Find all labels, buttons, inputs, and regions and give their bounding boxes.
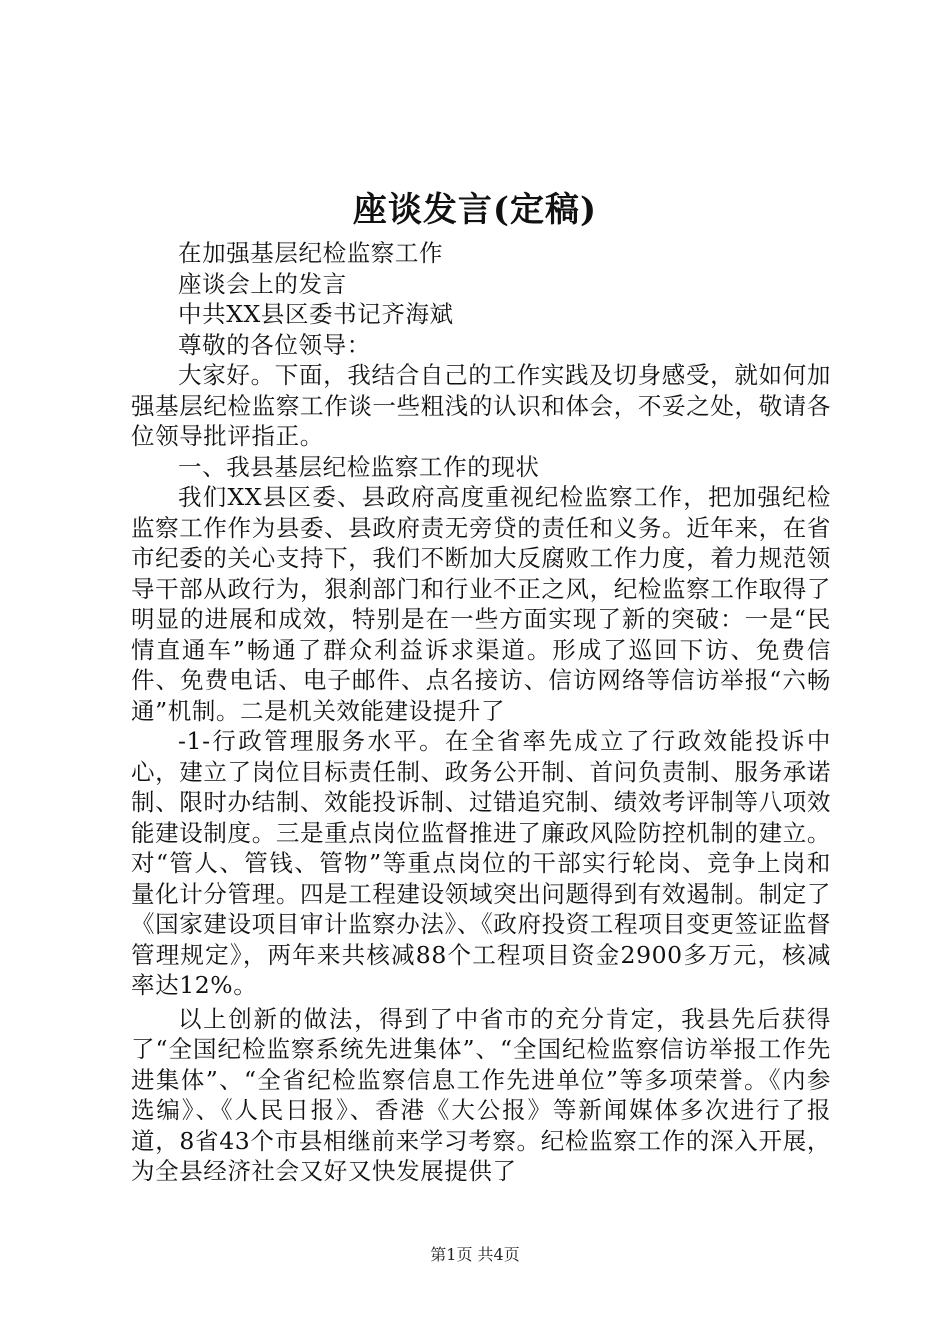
document-title: 座谈发言(定稿) [352, 190, 598, 230]
paragraph-status: 我们XX县区委、县政府高度重视纪检监察工作，把加强纪检监察工作作为县委、县政府责无旁贷的责任和义务。近年来，在省市纪委的关心支持下，我们不断加大反腐败工作力度，着力规范领导干部从政行为，狠刹部门和行业不正之风，纪检监察工作取得了明显的进展和成效，特别是在一些方面实现了新的突破：一是“民情直通车”畅通了群众利益诉求渠道。形成了巡回下访、免费信件、免费电话、电子邮件、点名接访、信访网络等信访举报“六畅通”机制。二是机关效能建设提升了 [131, 483, 831, 725]
document-body [131, 238, 831, 1187]
paragraph-honors: 以上创新的做法，得到了中省市的充分肯定，我县先后获得了“全国纪检监察系统先进集体”、“全国纪检监察信访举报工作先进集体”、“全省纪检监察信息工作先进单位”等多项荣誉。《内参选编》、《人民日报》、香港《大公报》等新闻媒体多次进行了报道，8省43个市县相继前来学习考察。纪检监察工作的深入开展，为全县经济社会又好又快发展提供了 [131, 1004, 831, 1185]
salutation: 尊敬的各位领导： [178, 330, 371, 359]
paragraph-intro: 大家好。下面，我结合自己的工作实践及切身感受，就如何加强基层纪检监察工作谈一些粗浅的认识和体会，不妥之处，敬请各位领导批评指正。 [131, 361, 831, 450]
author-line: 中共XX县区委书记齐海斌 [178, 300, 454, 328]
page-footer: 第1页 共4页 [430, 1245, 520, 1264]
heading-line-2: 座谈会上的发言 [178, 269, 347, 298]
heading-line-1: 在加强基层纪检监察工作 [178, 239, 444, 267]
section-heading: 一、我县基层纪检监察工作的现状 [178, 452, 540, 481]
paragraph-efficiency: -1-行政管理服务水平。在全省率先成立了行政效能投诉中心，建立了岗位目标责任制、政务公开制、首问负责制、服务承诺制、限时办结制、效能投诉制、过错追究制、绩效考评制等八项效能建设制度。三是重点岗位监督推进了廉政风险防控机制的建立。对“管人、管钱、管物”等重点岗位的干部实行轮岗、竞争上岗和量化计分管理。四是工程建设领域突出问题得到有效遏制。制定了《国家建设项目审计监察办法》、《政府投资工程项目变更签证监督管理规定》，两年来共核减88个工程项目资金2900多万元，核减率达12%。 [131, 727, 831, 999]
